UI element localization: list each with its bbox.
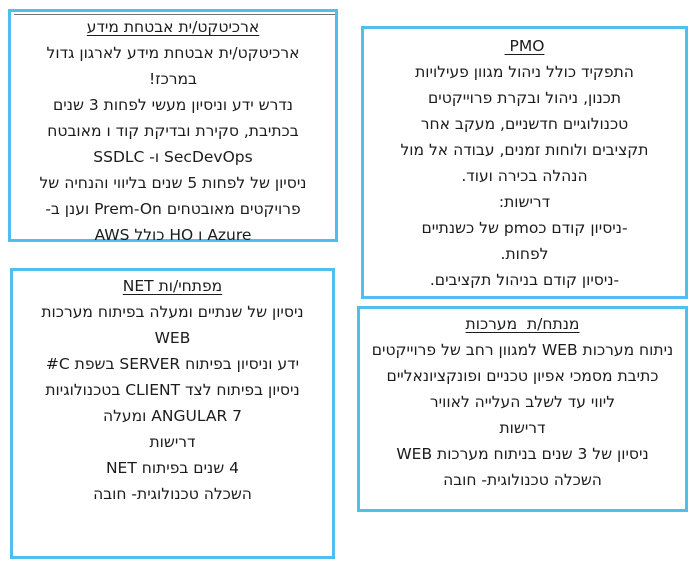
text-line: דרישות: (498, 193, 551, 211)
text-line: ניתוח מערכות WEB למגוון רחב של פרוייקטים (371, 341, 674, 359)
text-line: Azure ו HO כולל AWS (94, 226, 252, 244)
box-title-line (13, 273, 332, 299)
text-line: תכנון, ניהול ובקרת פרוייקטים (427, 89, 622, 107)
text-line: ניסיון של שנתיים ומעלה בפיתוח מערכות (41, 303, 304, 321)
text-line: השכלה טכנולוגית- חובה (93, 485, 252, 503)
text-line: -ניסיון קודם בניהול תקציבים. (429, 271, 620, 289)
job-description-pmo (364, 59, 685, 293)
text-line: נדרש ידע וניסיון מעשי לפחות 3 שנים (53, 96, 293, 114)
job-title-security-architect: ארכיטקט/ית אבטחת מידע (86, 18, 260, 36)
text-line: הנהלה בכירה ועוד. (461, 167, 588, 185)
job-box-net-developers (10, 268, 335, 559)
job-description-systems-analyst (360, 337, 685, 493)
text-line: התפקיד כולל ניהול מגוון פעילויות (415, 63, 634, 81)
text-line: ארכיטקט/ית אבטחת מידע לארגון גדול (46, 44, 300, 62)
text-line: ידע וניסיון בפיתוח SERVER בשפת C# (45, 355, 300, 373)
text-line: ניסיון של 3 שנים בניתוח מערכות WEB (396, 445, 649, 463)
text-line: SecDevOps ו- SSDLC (93, 148, 253, 166)
job-box-security-architect (8, 9, 338, 242)
text-line: ניסיון בפיתוח לצד CLIENT בטכנולוגיות (45, 381, 300, 399)
text-line: -ניסיון קודם כpmo של כשנתיים (421, 219, 628, 237)
text-line: ANGULAR 7 ומעלה (102, 407, 243, 425)
text-line: דרישות (499, 419, 546, 437)
text-line: לפחות. (500, 245, 549, 263)
job-box-systems-analyst (357, 306, 688, 512)
text-line: ליווי עד לשלב העלייה לאוויר (429, 393, 616, 411)
text-line: 4 שנים בפיתוח NET (105, 459, 240, 477)
text-line: דרישות (149, 433, 196, 451)
box-title-line (364, 33, 685, 59)
text-line: השכלה טכנולוגית- חובה (443, 471, 602, 489)
job-description-net-developers (13, 299, 332, 507)
text-line: תקציבים ולוחות זמנים, עבודה אל מול (400, 141, 649, 159)
job-title-pmo: PMO (504, 37, 545, 55)
box-title-line (11, 14, 335, 40)
text-line: ניסיון של לפחות 5 שנים בליווי והנחיה של (39, 174, 307, 192)
text-line: בכתיבת, סקירת ובדיקת קוד ו מאובטח (47, 122, 299, 140)
text-line: WEB (154, 329, 191, 347)
job-description-security-architect (11, 40, 335, 248)
job-title-systems-analyst: מנתח/ת מערכות (465, 315, 580, 333)
job-title-net-developers: מפתחי/ות NET (122, 277, 223, 295)
text-line: כתיבת מסמכי אפיון טכניים ופונקציונאליים (386, 367, 659, 385)
job-box-pmo (361, 26, 688, 299)
text-line: במרכז! (148, 70, 197, 88)
text-line: פרויקטים מאובטחים Prem-On וענן ב- (45, 200, 301, 218)
box-title-line (360, 311, 685, 337)
text-line: טכנולוגיים חדשניים, מעקב אחר (420, 115, 629, 133)
